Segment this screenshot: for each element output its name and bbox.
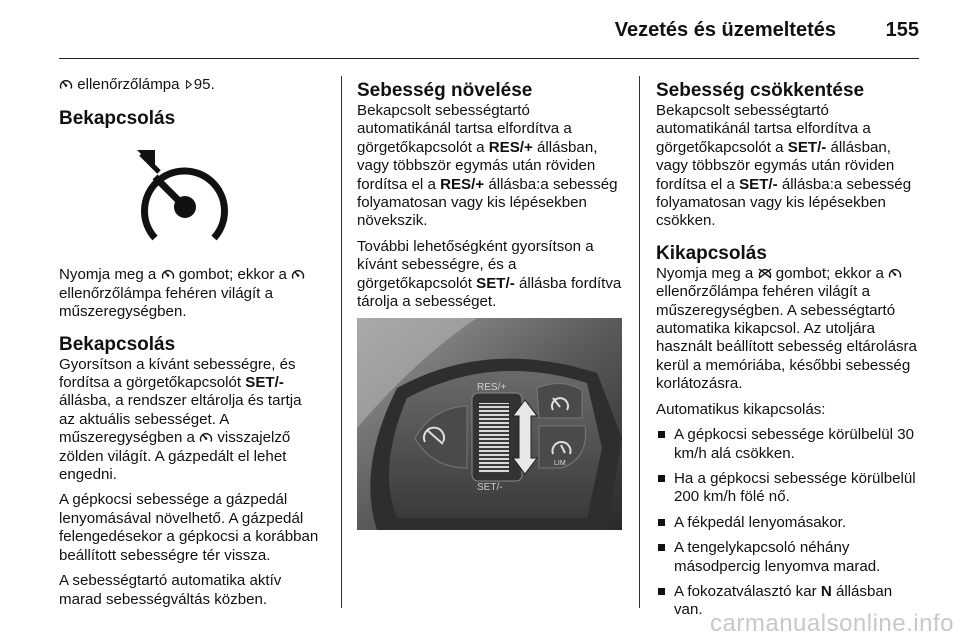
list-item: A tengelykapcsoló néhány másodpercig lenyomva marad.: [656, 539, 920, 576]
paragraph: A gépkocsi sebessége a gázpedál lenyomásával növelhető. A gázpedál felengedésekor a gépkocsi a korábban beállított sebességre tér vissza.: [59, 491, 319, 564]
column-divider: [341, 76, 342, 608]
cruise-control-icon: [199, 432, 213, 443]
cruise-control-icon: [291, 269, 305, 280]
list-item: Ha a gépkocsi sebessége körülbelül 200 km/h fölé nő.: [656, 470, 920, 507]
section-heading: Bekapcsolás: [59, 108, 176, 130]
column-divider: [639, 76, 640, 608]
cruise-control-large-icon: [59, 144, 321, 254]
paragraph: További lehetőségként gyorsítson a kívánt sebességre, és a görgetőkapcsolót SET/- állásba fordítva tárolja a sebességet.: [357, 237, 622, 311]
section-heading: Sebesség csökkentése: [656, 80, 865, 101]
column-3: [656, 80, 920, 627]
section-heading: Kikapcsolás: [656, 242, 767, 264]
bullet-square-icon: [658, 431, 665, 438]
page-header-title: Vezetés és üzemeltetés: [614, 19, 836, 41]
watermark: carmanualsonline.info: [710, 610, 954, 637]
bullet-square-icon: [658, 475, 665, 482]
cruise-control-icon: [59, 79, 73, 90]
cruise-control-icon: [888, 268, 902, 279]
paragraph: Automatikus kikapcsolás:: [656, 400, 826, 418]
auto-off-list: [656, 426, 920, 620]
bullet-square-icon: [658, 544, 665, 551]
indicator-reference: ellenőrzőlámpa 95.: [59, 76, 321, 94]
cruise-control-icon: [161, 269, 175, 280]
paragraph: A sebességtartó automatika aktív marad sebességváltás közben.: [59, 572, 282, 608]
header-rule: [59, 58, 919, 59]
set-label: SET/-: [477, 482, 503, 494]
res-label: RES/+: [477, 382, 507, 394]
paragraph: Bekapcsolt sebességtartó automatikánál tartsa elfordítva a görgetőkapcsolót a SET/- állásban, vagy többször egymás után röviden fordítsa el a SET/- állásba:a sebesség folyamatosan vagy kis lépésekben csökken.: [656, 102, 912, 230]
column-1: [59, 76, 321, 616]
column-2: [357, 80, 622, 530]
list-item: A fokozatválasztó kar N állásban van.: [656, 583, 920, 620]
list-item: A fékpedál lenyomásakor.: [656, 514, 920, 532]
section-heading: Bekapcsolás: [59, 333, 176, 355]
steering-wheel-controls-photo: [357, 318, 622, 530]
paragraph: Nyomja meg a gombot; ekkor a ellenőrzőlámpa fehéren világít a műszeregységben.: [59, 266, 321, 321]
bullet-square-icon: [658, 588, 665, 595]
paragraph: Gyorsítson a kívánt sebességre, és fordítsa a görgetőkapcsolót SET/- állásba, a rendszer eltárolja és tartja az aktuális sebességet. A műszeregységben a visszajelző zölden világít. A gázpedált el lehet engedni.: [59, 355, 302, 484]
page-number: 155: [885, 19, 919, 41]
paragraph: Nyomja meg a gombot; ekkor a ellenőrzőlámpa fehéren világít a műszeregységben. A sebességtartó automatika kikapcsol. Az utoljára használt beállított sebesség eltárolásra kerül a memóriába, későbbi sebesség korlátozásra.: [656, 264, 917, 393]
section-heading: Sebesség növelése: [357, 80, 533, 101]
paragraph: Bekapcsolt sebességtartó automatikánál tartsa elfordítva a görgetőkapcsolót a RES/+ állásban, vagy többször egymás után röviden fordítsa el a RES/+ állásba:a sebesség folyamatosan vagy kis lépésekben növekszik.: [357, 102, 618, 230]
list-item: A gépkocsi sebessége körülbelül 30 km/h alá csökken.: [656, 426, 920, 463]
bullet-square-icon: [658, 519, 665, 526]
lim-label: LIM: [554, 460, 566, 468]
reference-arrow-icon: [186, 80, 192, 89]
cruise-on-button-graphic: [537, 384, 582, 419]
cruise-cancel-icon: [758, 268, 772, 279]
